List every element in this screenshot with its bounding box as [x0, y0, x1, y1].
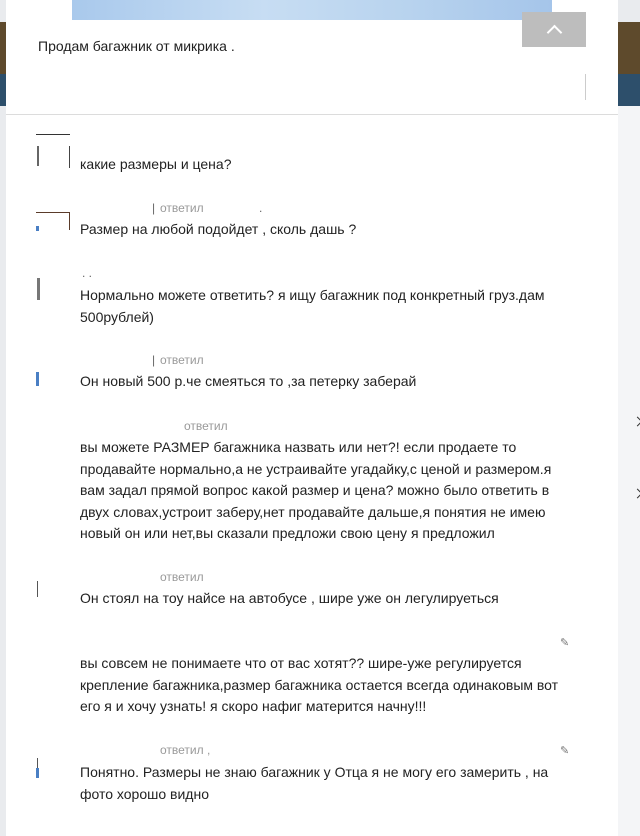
scrollbar[interactable] [585, 74, 586, 100]
comment-replied-meta: ответил [184, 419, 228, 433]
divider [6, 114, 618, 115]
comment-replied-meta: ответил [160, 201, 204, 215]
comment-text: вы совсем не понимаете что от вас хотят?? шире-уже регулируется крепление багажника,размер багажника остается всегда одинаковым вот его я и хочу узнать! я скоро нафиг матерится начну!!! [80, 655, 559, 714]
background-right-strip [618, 106, 640, 836]
comment-replied-meta: ответил [160, 353, 204, 367]
avatar[interactable] [36, 581, 70, 615]
comment-replied-meta: ответил [160, 570, 204, 584]
comment-text: Понятно. Размеры не знаю багажник у Отца я не могу его замерить , на фото хорошо видно [80, 764, 549, 802]
avatar[interactable] [36, 758, 70, 792]
post-text: Продам багажник от микрика . [38, 38, 235, 54]
comment-text: вы можете РАЗМЕР багажника назвать или нет?! если продаете то продавайте нормально,а не устраивайте угадайку,с ценой и размером.я вам задал прямой вопрос какой размер и цена? можно было ответить в двух словах,устроит заберу,нет продавайте дальше,я понятия не имею новый он или нет,вы сказали предложи свою цену я предложил [80, 439, 552, 541]
comment-text: Он новый 500 р.че смеяться то ,за петерку заберай [80, 373, 417, 389]
comment-text: какие размеры и цена? [80, 156, 232, 172]
comment-text: Размер на любой подойдет , сколь дашь ? [80, 221, 357, 237]
scroll-up-button[interactable] [522, 12, 586, 47]
avatar[interactable] [36, 278, 70, 312]
pencil-icon[interactable]: ✎ [560, 637, 570, 649]
comment-text: Он стоял на тоу найсе на автобусе , шире уже он легулируеться [80, 590, 499, 606]
chevron-up-icon [546, 24, 562, 40]
avatar[interactable] [36, 418, 70, 452]
avatar[interactable] [36, 632, 70, 666]
pencil-icon[interactable]: ✎ [560, 745, 570, 757]
comment-replied-meta: ответил , [160, 743, 211, 757]
avatar[interactable] [36, 212, 70, 246]
post-photo[interactable] [72, 0, 552, 20]
post-modal: Продам багажник от микрика . какие размеры и цена? | ответил . Размер на любой подойдет , сколь дашь ? . . Нормально можете ответить? я ищу багажник под конкретный груз.дам 500рублей) | ответил Он новый 500 р.че смеяться то ,за петерку заберай ответил вы можете РАЗМЕР багажника назвать или нет?! если продаете то продавайте нормально,а не устраивайте угадайку,с ценой и размером.я вам задал прямой вопрос какой размер и цена? можно было ответить в двух словах,устроит заберу,нет продавайте дальше,я понятия не имею новый он или нет,вы сказали предложи свою цену я предложил ответил Он стоял на тоу найсе на автобусе , шире уже он легулируеться ✎ вы совсем не понимаете что от вас хотят?? шире-уже регулируется крепление багажника,размер багажника остается всегда одинаковым вот его я и хочу узнать! я скоро нафиг матерится начну!!! ответил , ✎ Понятно. Размеры не знаю багажник у Отца я не могу его замерить , на фото хорошо видно [6, 0, 618, 836]
avatar[interactable] [36, 134, 70, 168]
avatar[interactable] [36, 362, 70, 396]
comment-text: Нормально можете ответить? я ищу багажник под конкретный груз.дам 500рублей) [80, 287, 545, 325]
